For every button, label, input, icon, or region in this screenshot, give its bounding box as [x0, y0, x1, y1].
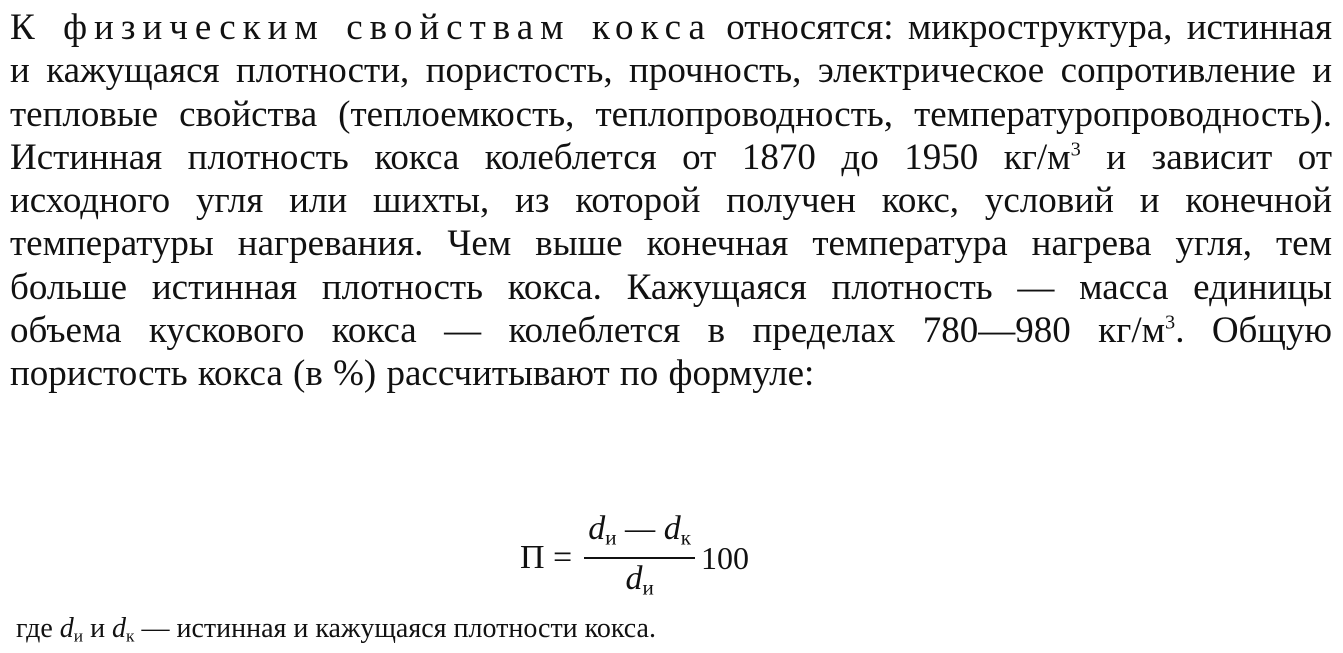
note-mid: и	[83, 613, 113, 644]
paragraph-text-3: . Общую пористость кокса (в %) рассчитывают по формуле:	[10, 310, 1332, 395]
superscript-cubic-2: 3	[1165, 311, 1176, 334]
superscript-cubic-1: 3	[1070, 138, 1081, 161]
note-sub-true: и	[73, 626, 84, 646]
denominator-sub: и	[642, 575, 654, 600]
main-paragraph	[10, 6, 1332, 396]
formula-denominator	[625, 559, 653, 605]
formula-lhs: П =	[520, 539, 573, 576]
note-d-apparent: d	[112, 613, 127, 644]
paragraph-text-1: относятся: микроструктура, истинная и кажущаяся плотности, пористость, прочность, электрическое сопротивление и тепловые свойства (теплоемкость, теплопроводность, температуропроводность). Истинная плотность кокса колеблется от 1870 до 1950 кг/м	[10, 7, 1332, 178]
numerator-d-true: d	[588, 509, 606, 547]
spaced-lead-phrase: К физическим свойствам кокса	[10, 7, 712, 48]
numerator-d-apparent: d	[663, 509, 681, 547]
formula-note	[16, 612, 656, 653]
porosity-formula	[520, 509, 749, 600]
formula-coefficient: 100	[701, 539, 749, 576]
note-rest: — истинная и кажущаяся плотности кокса.	[134, 613, 656, 644]
numerator-sub-true: и	[605, 525, 617, 549]
note-prefix: где	[16, 613, 60, 644]
paragraph-text-2: и зависит от исходного угля или шихты, из которой получен кокс, условий и конечной температуры нагревания. Чем выше конечная температура нагрева угля, тем больше истинная плотность кокса. Кажущаяся плотность — масса единицы объема кускового кокса — колеблется в пределах 780—980 кг/м	[10, 136, 1332, 352]
denominator-d: d	[625, 560, 643, 597]
numerator-operator: —	[616, 509, 664, 547]
note-d-true: d	[59, 613, 74, 644]
note-sub-apparent: к	[126, 626, 135, 646]
formula-numerator	[584, 511, 695, 559]
formula-fraction	[584, 511, 695, 606]
numerator-sub-apparent: к	[680, 525, 691, 549]
